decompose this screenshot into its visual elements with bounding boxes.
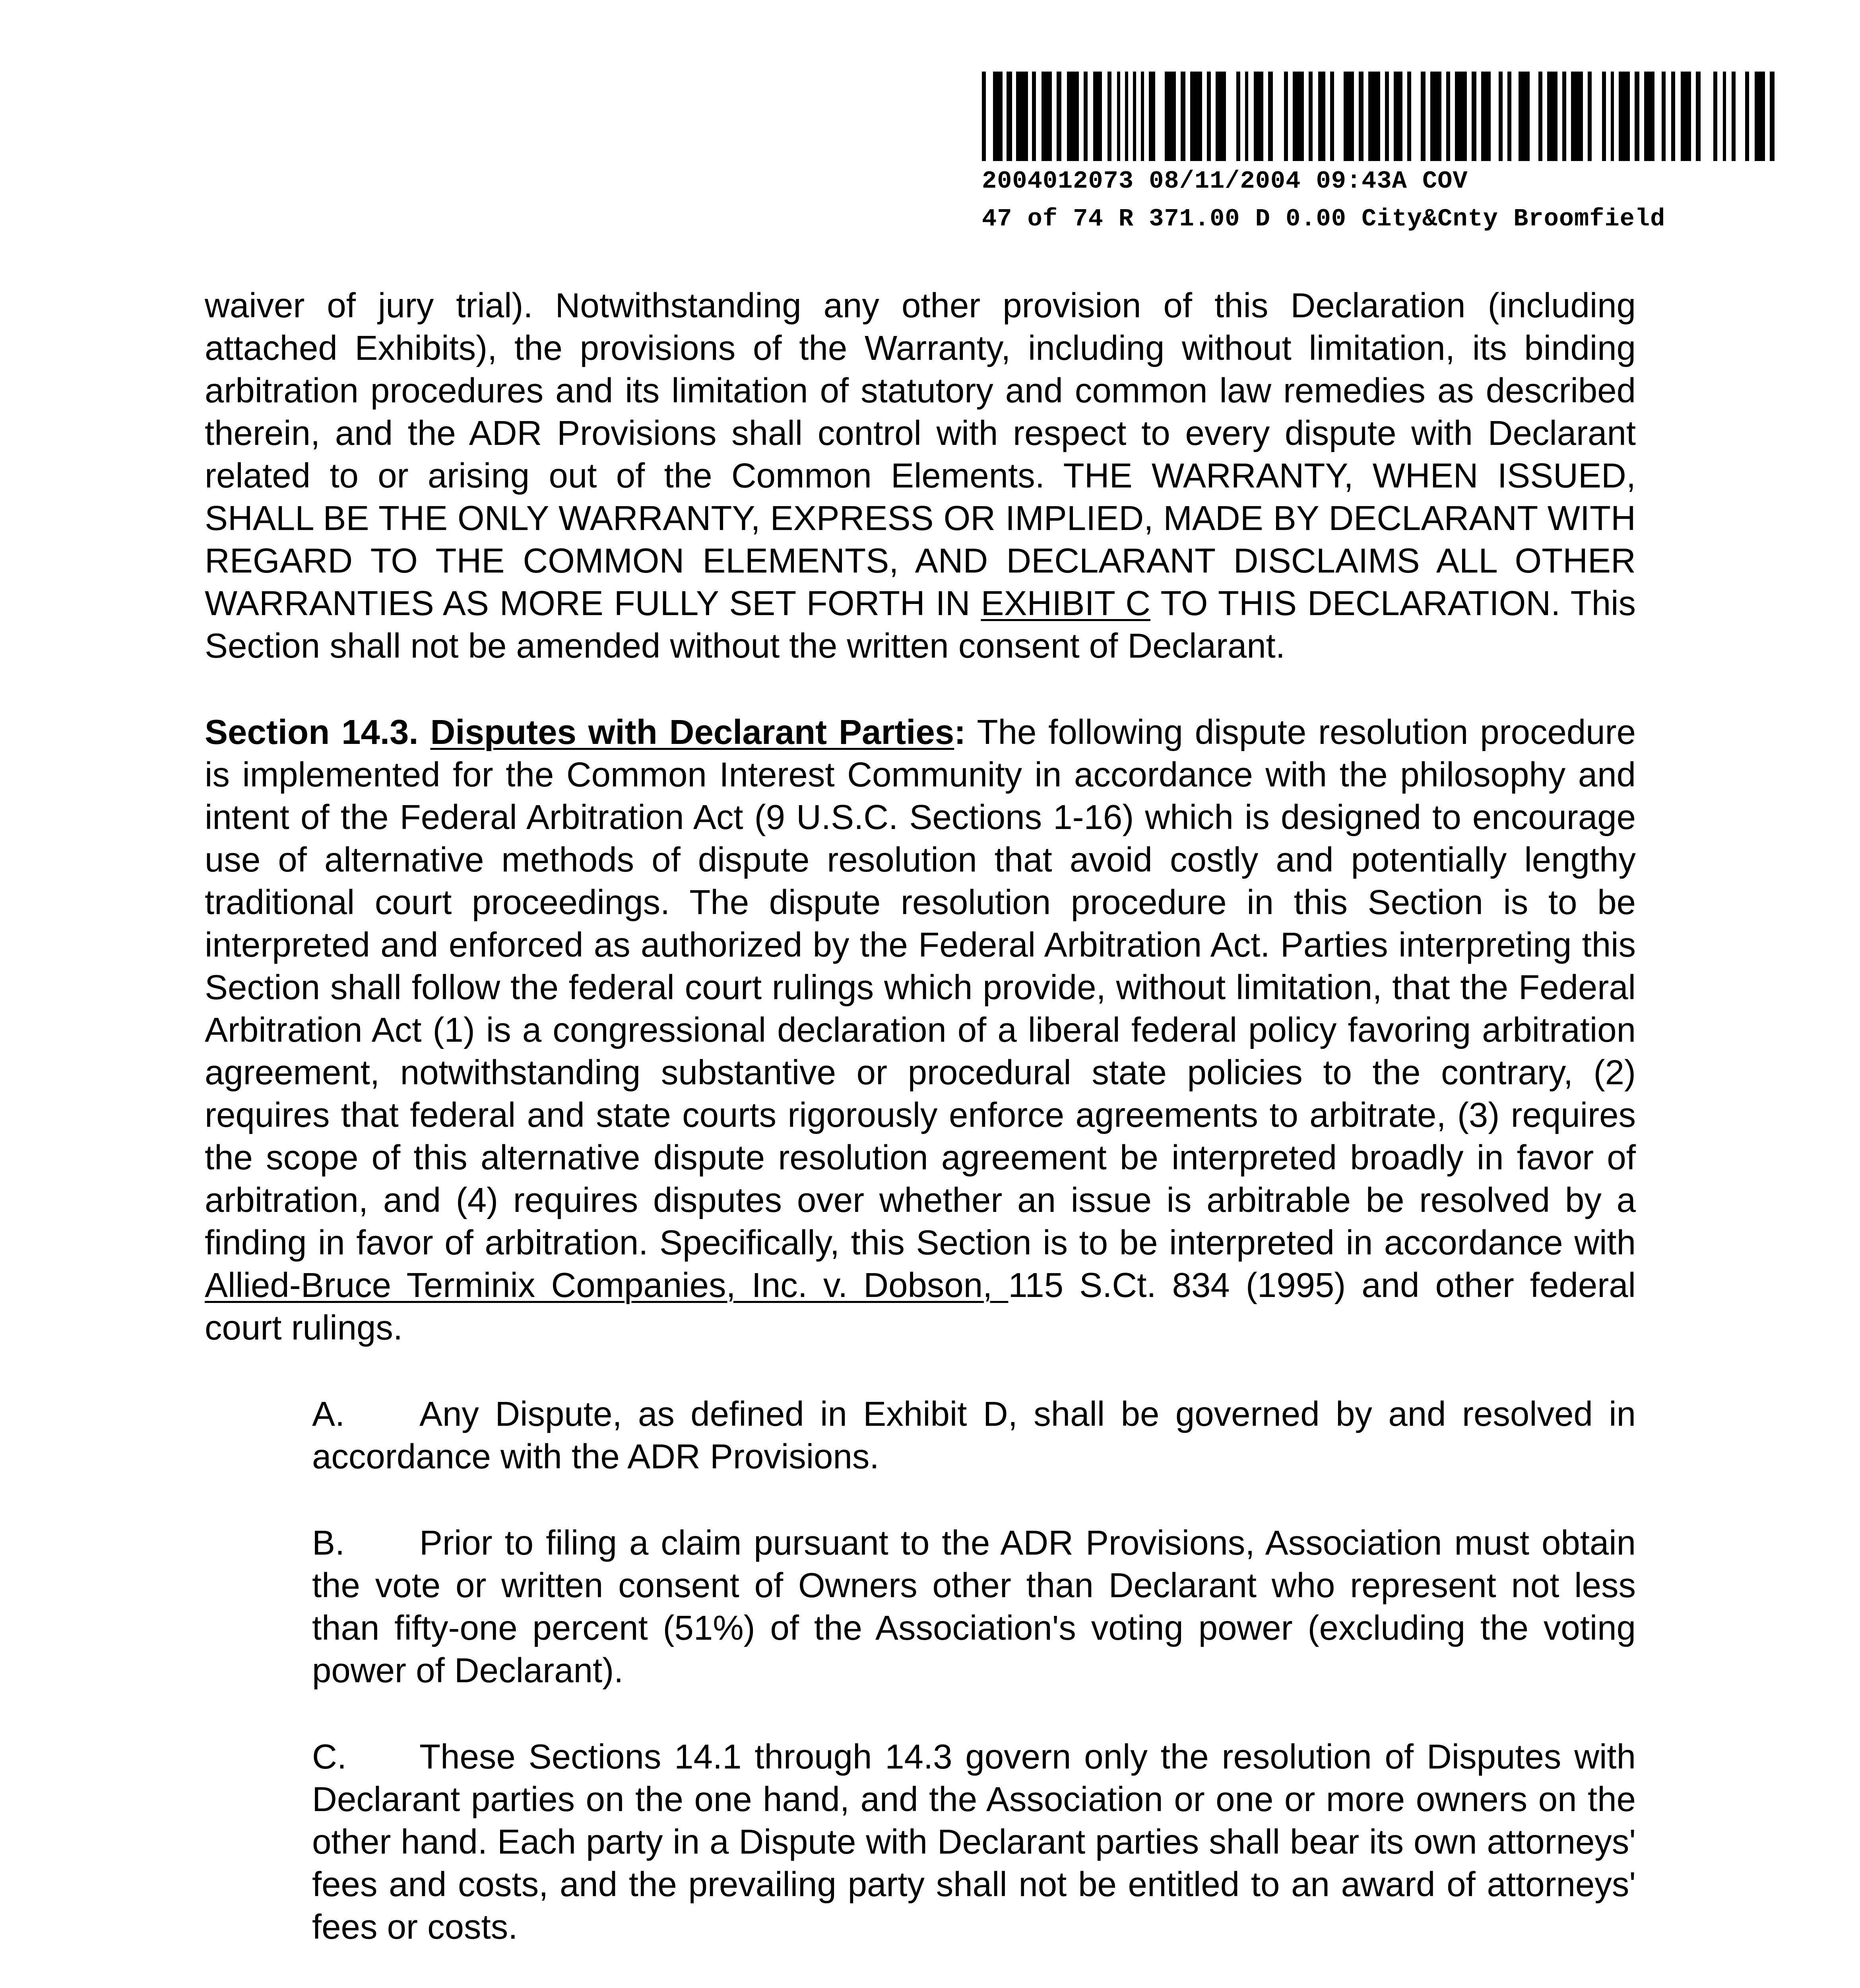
item-b [312, 1522, 1636, 1692]
section-14-3-paragraph [205, 711, 1636, 1349]
section-number: Section 14.3. [205, 713, 419, 751]
intro-text-2: TO THIS DECLARATION. This Section shall not be amended without the written consent of Declarant. [205, 584, 1636, 665]
item-a-text: Any Dispute, as defined in Exhibit D, shall be governed by and resolved in accordance with the ADR Provisions. [312, 1395, 1636, 1476]
section-text-2: 115 S.Ct. 834 (1995) and other federal court rulings. [205, 1266, 1636, 1347]
item-b-text: Prior to filing a claim pursuant to the ADR Provisions, Association must obtain the vote or written consent of Owners other than Declarant who represent not less than fifty-one percent (51%) of the Association's voting power (excluding the voting power of Declarant). [312, 1524, 1636, 1690]
recording-barcode [982, 68, 1777, 163]
document-body [205, 284, 1636, 1988]
item-b-label: B. [312, 1524, 345, 1562]
section-title: Disputes with Declarant Parties [430, 713, 954, 751]
recording-info-line-1: 2004012073 08/11/2004 09:43A COV [982, 167, 1468, 195]
section-text-1: The following dispute resolution procedure is implemented for the Common Interest Community in accordance with the philosophy and intent of the Federal Arbitration Act (9 U.S.C. Sections 1-16) which is designed to encourage use of alternative methods of dispute resolution that avoid costly and potentially lengthy traditional court proceedings. The dispute resolution procedure in this Section is to be interpreted and enforced as authorized by the Federal Arbitration Act. Parties interpreting this Section shall follow the federal court rulings which provide, without limitation, that the Federal Arbitration Act (1) is a congressional declaration of a liberal federal policy favoring arbitration agreement, notwithstanding substantive or procedural state policies to the contrary, (2) requires that federal and state courts rigorously enforce agreements to arbitrate, (3) requires the scope of this alternative dispute resolution agreement be interpreted broadly in favor of arbitration, and (4) requires disputes over whether an issue is arbitrable be resolved by a finding in favor of arbitration. Specifically, this Section is to be interpreted in accordance with [205, 713, 1636, 1262]
recording-info-line-2: 47 of 74 R 371.00 D 0.00 City&Cnty Broomfield [982, 205, 1666, 233]
intro-paragraph [205, 284, 1636, 667]
intro-text-1: waiver of jury trial). Notwithstanding any other provision of this Declaration (including attached Exhibits), the provisions of the Warranty, including without limitation, its binding arbitration procedures and its limitation of statutory and common law remedies as described therein, and the ADR Provisions shall control with respect to every dispute with Declarant related to or arising out of the Common Elements. THE WARRANTY, WHEN ISSUED, SHALL BE THE ONLY WARRANTY, EXPRESS OR IMPLIED, MADE BY DECLARANT WITH REGARD TO THE COMMON ELEMENTS, AND DECLARANT DISCLAIMS ALL OTHER WARRANTIES AS MORE FULLY SET FORTH IN [205, 286, 1636, 623]
item-a [312, 1393, 1636, 1478]
item-a-label: A. [312, 1395, 345, 1433]
case-citation: Allied-Bruce Terminix Companies, Inc. v. Dobson, [205, 1266, 1009, 1305]
item-c [312, 1736, 1636, 1948]
item-c-text: These Sections 14.1 through 14.3 govern only the resolution of Disputes with Declarant parties on the one hand, and the Association or one or more owners on the other hand. Each party in a Dispute with Declarant parties shall bear its own attorneys' fees and costs, and the prevailing party shall not be entitled to an award of attorneys' fees or costs. [312, 1738, 1636, 1946]
section-title-colon: : [954, 713, 966, 751]
item-c-label: C. [312, 1738, 347, 1776]
exhibit-c-reference: EXHIBIT C [981, 584, 1151, 623]
